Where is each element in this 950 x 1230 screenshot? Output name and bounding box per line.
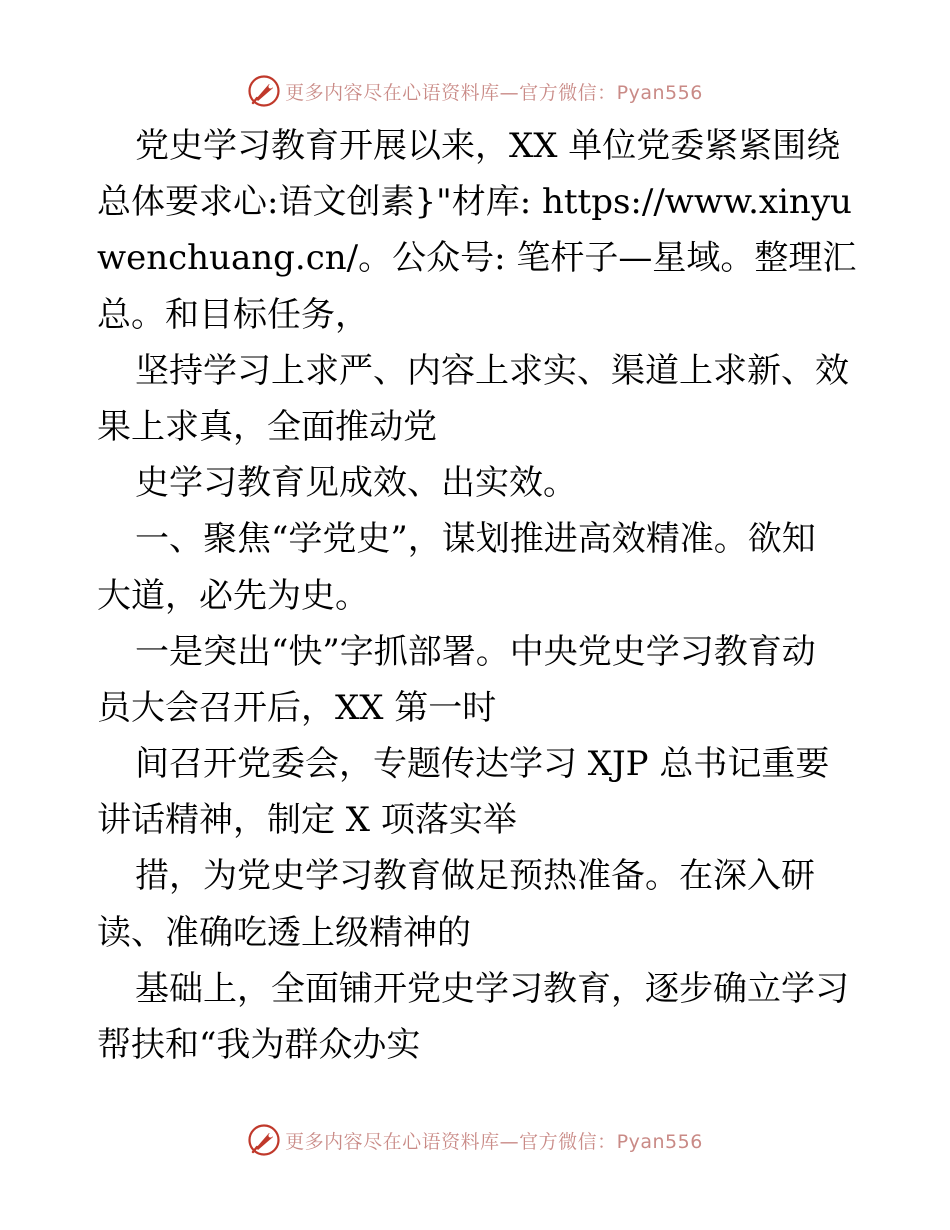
body-line: 总。和目标任务， xyxy=(97,294,369,335)
body-line: 帮扶和“我为群众办实 xyxy=(97,1025,421,1065)
document-body xyxy=(97,118,857,1073)
footer-watermark-banner xyxy=(0,1120,950,1160)
body-line: 讲话精神，制定 X 项落实举 xyxy=(97,800,517,841)
body-line: 基础上，全面铺开党史学习教育，逐步确立学习 xyxy=(135,968,849,1009)
pen-nib-circle-icon xyxy=(247,1123,281,1157)
body-line: 员大会召开后，XX 第一时 xyxy=(97,687,497,728)
body-line: wenchuang.cn/。公众号: 笔杆子—星域。整理汇 xyxy=(97,238,857,279)
body-line: 措，为党史学习教育做足预热准备。在深入研 xyxy=(135,856,815,897)
body-line: 一、聚焦“学党史”，谋划推进高效精准。欲知 xyxy=(135,519,816,560)
pen-nib-circle-icon xyxy=(247,74,281,108)
watermark-text: 更多内容尽在心语资料库—官方微信：Pyan556 xyxy=(285,1130,703,1153)
body-line: 大道，必先为史。 xyxy=(97,575,369,616)
header-watermark-banner xyxy=(0,71,950,111)
body-line: 史学习教育见成效、出实效。 xyxy=(135,463,577,504)
body-line: 党史学习教育开展以来，XX 单位党委紧紧围绕 xyxy=(135,126,841,166)
body-line: 总体要求心:语文创素}"材库: https://www.xinyu xyxy=(97,182,852,223)
body-line: 读、准确吃透上级精神的 xyxy=(97,912,471,953)
body-line: 坚持学习上求严、内容上求实、渠道上求新、效 xyxy=(135,350,849,391)
body-line: 一是突出“快”字抓部署。中央党史学习教育动 xyxy=(135,631,816,672)
body-line: 间召开党委会，专题传达学习 XJP 总书记重要 xyxy=(135,744,830,785)
watermark-text: 更多内容尽在心语资料库—官方微信：Pyan556 xyxy=(285,81,703,104)
body-line: 果上求真，全面推动党 xyxy=(97,406,437,447)
